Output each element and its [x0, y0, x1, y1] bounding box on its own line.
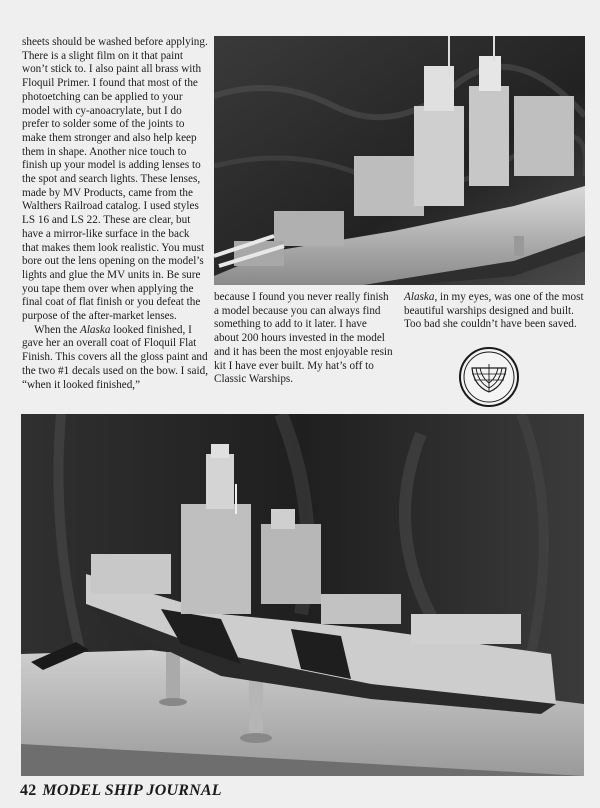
article-paragraph: sheets should be washed before applying. There is a slight film on it that paint won’t stick to. I also paint all brass with Floquil Primer. I found that most of the photoetching can be applied to your model with cy-anoacrylate, but I do prefer to solder some of the joints to make them stronger and also help keep them in shape. Another nice touch to finish up your model is adding lenses to the spot and search lights. These lenses, made by MV Products, came from the Walthers Railroad catalog. I used styles LS 16 and LS 22. These are clear, but have a mirror-like surface in the back that makes them look realistic. You must bore out the lens opening on the model’s lights and glue the MV units in. Be sure you tape them over when applying the final coat of flat finish or you defeat the purpose of the after-market lenses. [22, 36, 208, 323]
ship-model-photo-icon [21, 414, 584, 776]
ship-model-photo-top [214, 36, 585, 285]
article-paragraph: because I found you never really finish a model because you can always find something to add to it later. I have about 200 hours invested in the model and it has been the most enjoyable resin kit I have ever built. My hat’s off to Classic Warships. [214, 291, 393, 386]
ship-hull-lines-icon [458, 346, 520, 408]
text-run: , in my eyes, was one of the most beautiful warships designed and built. Too bad she couldn’t have been saved. [404, 291, 584, 331]
page-footer [20, 782, 222, 800]
ship-model-photo-icon [214, 36, 585, 285]
end-mark-logo [458, 346, 520, 408]
article-column-1 [22, 36, 208, 392]
text-run: When the [34, 323, 80, 336]
article-paragraph [22, 324, 208, 393]
article-column-2 [214, 291, 394, 387]
article-paragraph [404, 291, 584, 332]
journal-title: MODEL SHIP JOURNAL [42, 782, 222, 799]
ship-name: Alaska [79, 323, 111, 336]
text-run: looked finished, I gave her an overall coat of Floquil Flat Finish. This covers all the gloss paint and the two #1 decals used on the bow. I said, “when it looked finished,” [22, 323, 209, 391]
ship-model-photo-bottom [21, 414, 584, 776]
page-number: 42 [20, 782, 37, 799]
ship-name: Alaska [404, 291, 435, 303]
article-column-3 [404, 291, 584, 332]
